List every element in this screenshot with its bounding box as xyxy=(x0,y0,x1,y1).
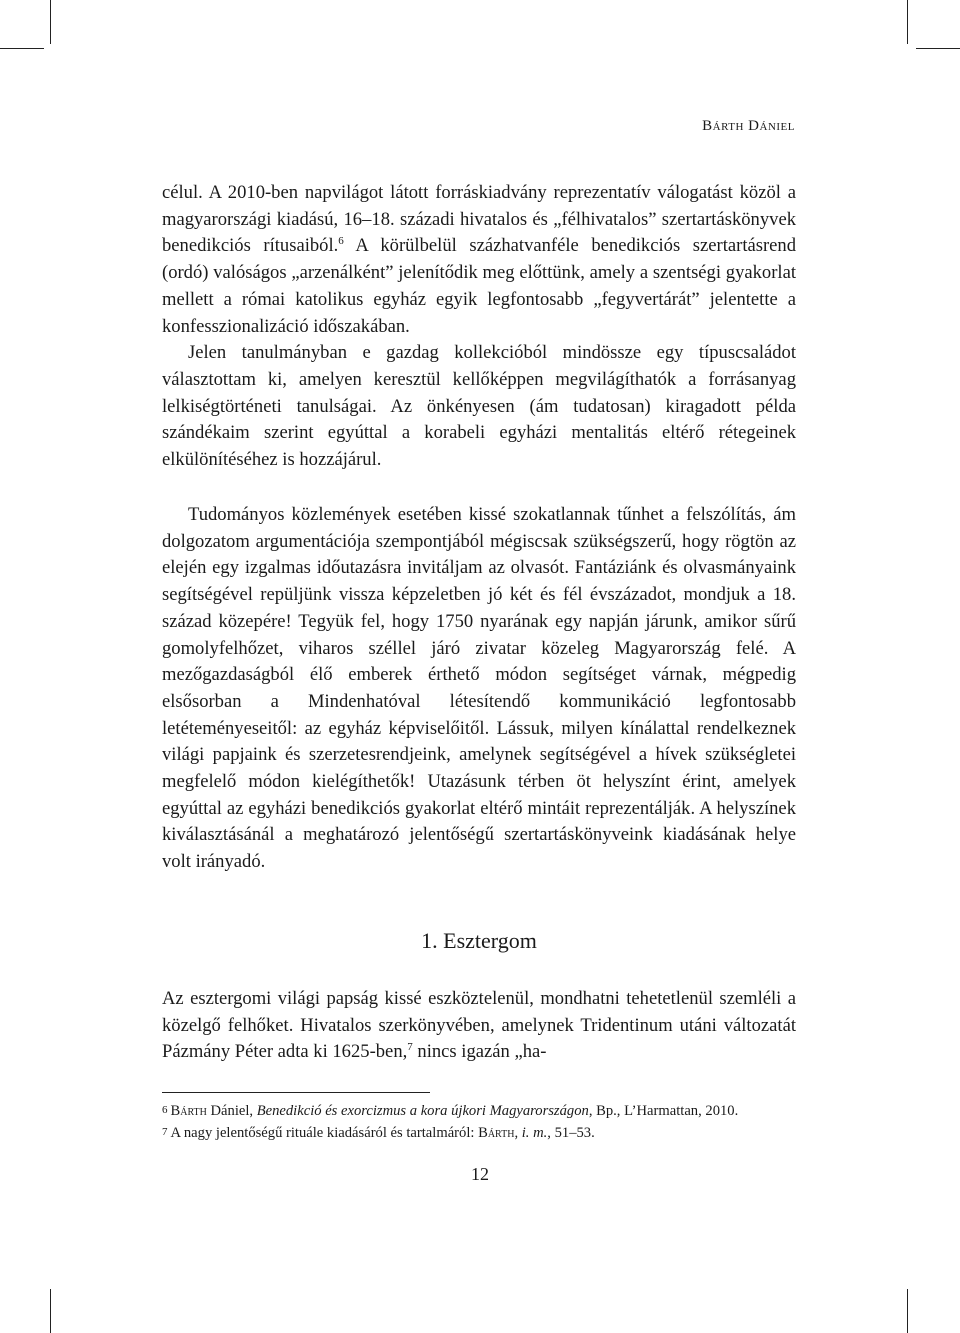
footnote-ref-7[interactable]: 7 xyxy=(407,1041,413,1054)
body-text-block-2 xyxy=(162,502,796,876)
crop-mark xyxy=(916,48,960,49)
footnote-author: Bárth xyxy=(170,1103,207,1119)
footnote-ref-6[interactable]: 6 xyxy=(338,235,344,248)
footnote-tail: , 51–53. xyxy=(547,1125,595,1141)
paragraph-1-text-b: A körülbelül százhatvanféle benedikciós szertartásrend (ordó) valóságos „arzenálként” jelenítődik meg előttünk, amely a szentségi gyakorlat mellett a római katolikus egyház egyik legfontosabb „fegyvertárát” jelentette a konfesszionalizáció időszakában. xyxy=(162,235,797,337)
crop-mark xyxy=(907,1289,908,1333)
body-text-block-1 xyxy=(162,180,796,474)
paragraph-4 xyxy=(162,986,796,1066)
footnote-text: Dániel, xyxy=(206,1103,257,1119)
footnote-7 xyxy=(162,1122,796,1144)
footnote-number: 6 xyxy=(162,1104,168,1116)
page-number: 12 xyxy=(471,1164,489,1184)
paragraph-4-text-a: Az esztergomi világi papság kissé eszköztelenül, mondhatni tehetetlenül szemléli a közelgő felhőket. Hivatalos szerkönyvében, amelynek Tridentinum utáni változatát Pázmány Péter adta ki 1625-ben, xyxy=(162,988,796,1063)
paragraph-1-text-a: célul. A 2010-ben napvilágot látott forráskiadvány reprezentatív válogatást közöl a magyarországi kiadású, 16–18. századi hivatalos és „félhivatalos” szertartáskönyvek benedikciós rítusaiból. xyxy=(162,182,796,257)
paragraph-3: Tudományos közlemények esetében kissé szokatlannak tűnhet a felszólítás, ám dolgozatom argumentációja szempontjából mégiscsak szükségszerű, hogy rögtön az elején egy izgalmas időutazásra invitáljam az olvasót. Fantáziánk és olvasmányaink segítségével repüljünk vissza képzeletben jó két és fél évszázadot, mondjuk a 18. század közepére! Tegyük fel, hogy 1750 nyarának egy napján járunk, amikor sűrű gomolyfelhőzet, viharos széllel járó zivatar közeleg Magyarország felé. A mezőgazdaságból élő emberek érthető módon segítséget várnak, mégpedig elsősorban a Mindenhatóval létesítendő kommunikáció legfontosabb letéteményeseitől: az egyház képviselőitől. Lássuk, milyen kínálattal rendelkeznek világi papjaink és szerzetesrendjeink, amelynek segítségével a hívek szükségletei megfelelő módon kielégíthetők! Utazásunk térben öt helyszínt érint, amelyek egyúttal az egyházi benedikciós gyakorlat eltérő mintáit reprezentálják. A helyszínek kiválasztásánál a meghatározó jelentőségű szertartáskönyveink kiadásának helye volt irányadó. xyxy=(162,504,796,873)
running-head: Bárth Dániel xyxy=(702,118,795,134)
crop-mark xyxy=(50,1289,51,1333)
paragraph-4-text-b: nincs igazán „ha- xyxy=(412,1041,547,1063)
footnote-text: A nagy jelentőségű rituále kiadásáról és tartalmáról: xyxy=(170,1125,479,1141)
footnote-abbreviation: i. m. xyxy=(521,1125,548,1141)
footnote-separator: , xyxy=(514,1125,522,1141)
crop-mark xyxy=(50,0,51,44)
paragraph-2: Jelen tanulmányban e gazdag kollekcióból mindössze egy típuscsaládot választottam ki, amelyen keresztül kellőképpen megvilágíthatók a forrásanyag lelkiségtörténeti tanulságai. Az önkényesen (ám tudatosan) kiragadott példa szándékaim szerint egyúttal a korabeli egyházi mentalitás eltérő rétegeinek elkülönítéséhez is hozzájárul. xyxy=(162,342,796,471)
footnote-title: Benedikció és exorcizmus a kora újkori Magyarországon xyxy=(256,1103,589,1119)
crop-mark xyxy=(907,0,908,44)
body-text-block-3 xyxy=(162,986,796,1066)
footnote-6 xyxy=(162,1100,796,1122)
footnote-tail: , Bp., L’Harmattan, 2010. xyxy=(588,1103,739,1119)
footnote-divider xyxy=(162,1092,430,1093)
footnote-number: 7 xyxy=(162,1126,168,1138)
footnotes xyxy=(162,1100,796,1144)
section-heading: 1. Esztergom xyxy=(421,928,537,953)
footnote-author: Bárth xyxy=(478,1125,515,1141)
crop-mark xyxy=(0,48,44,49)
paragraph-1 xyxy=(162,180,796,340)
